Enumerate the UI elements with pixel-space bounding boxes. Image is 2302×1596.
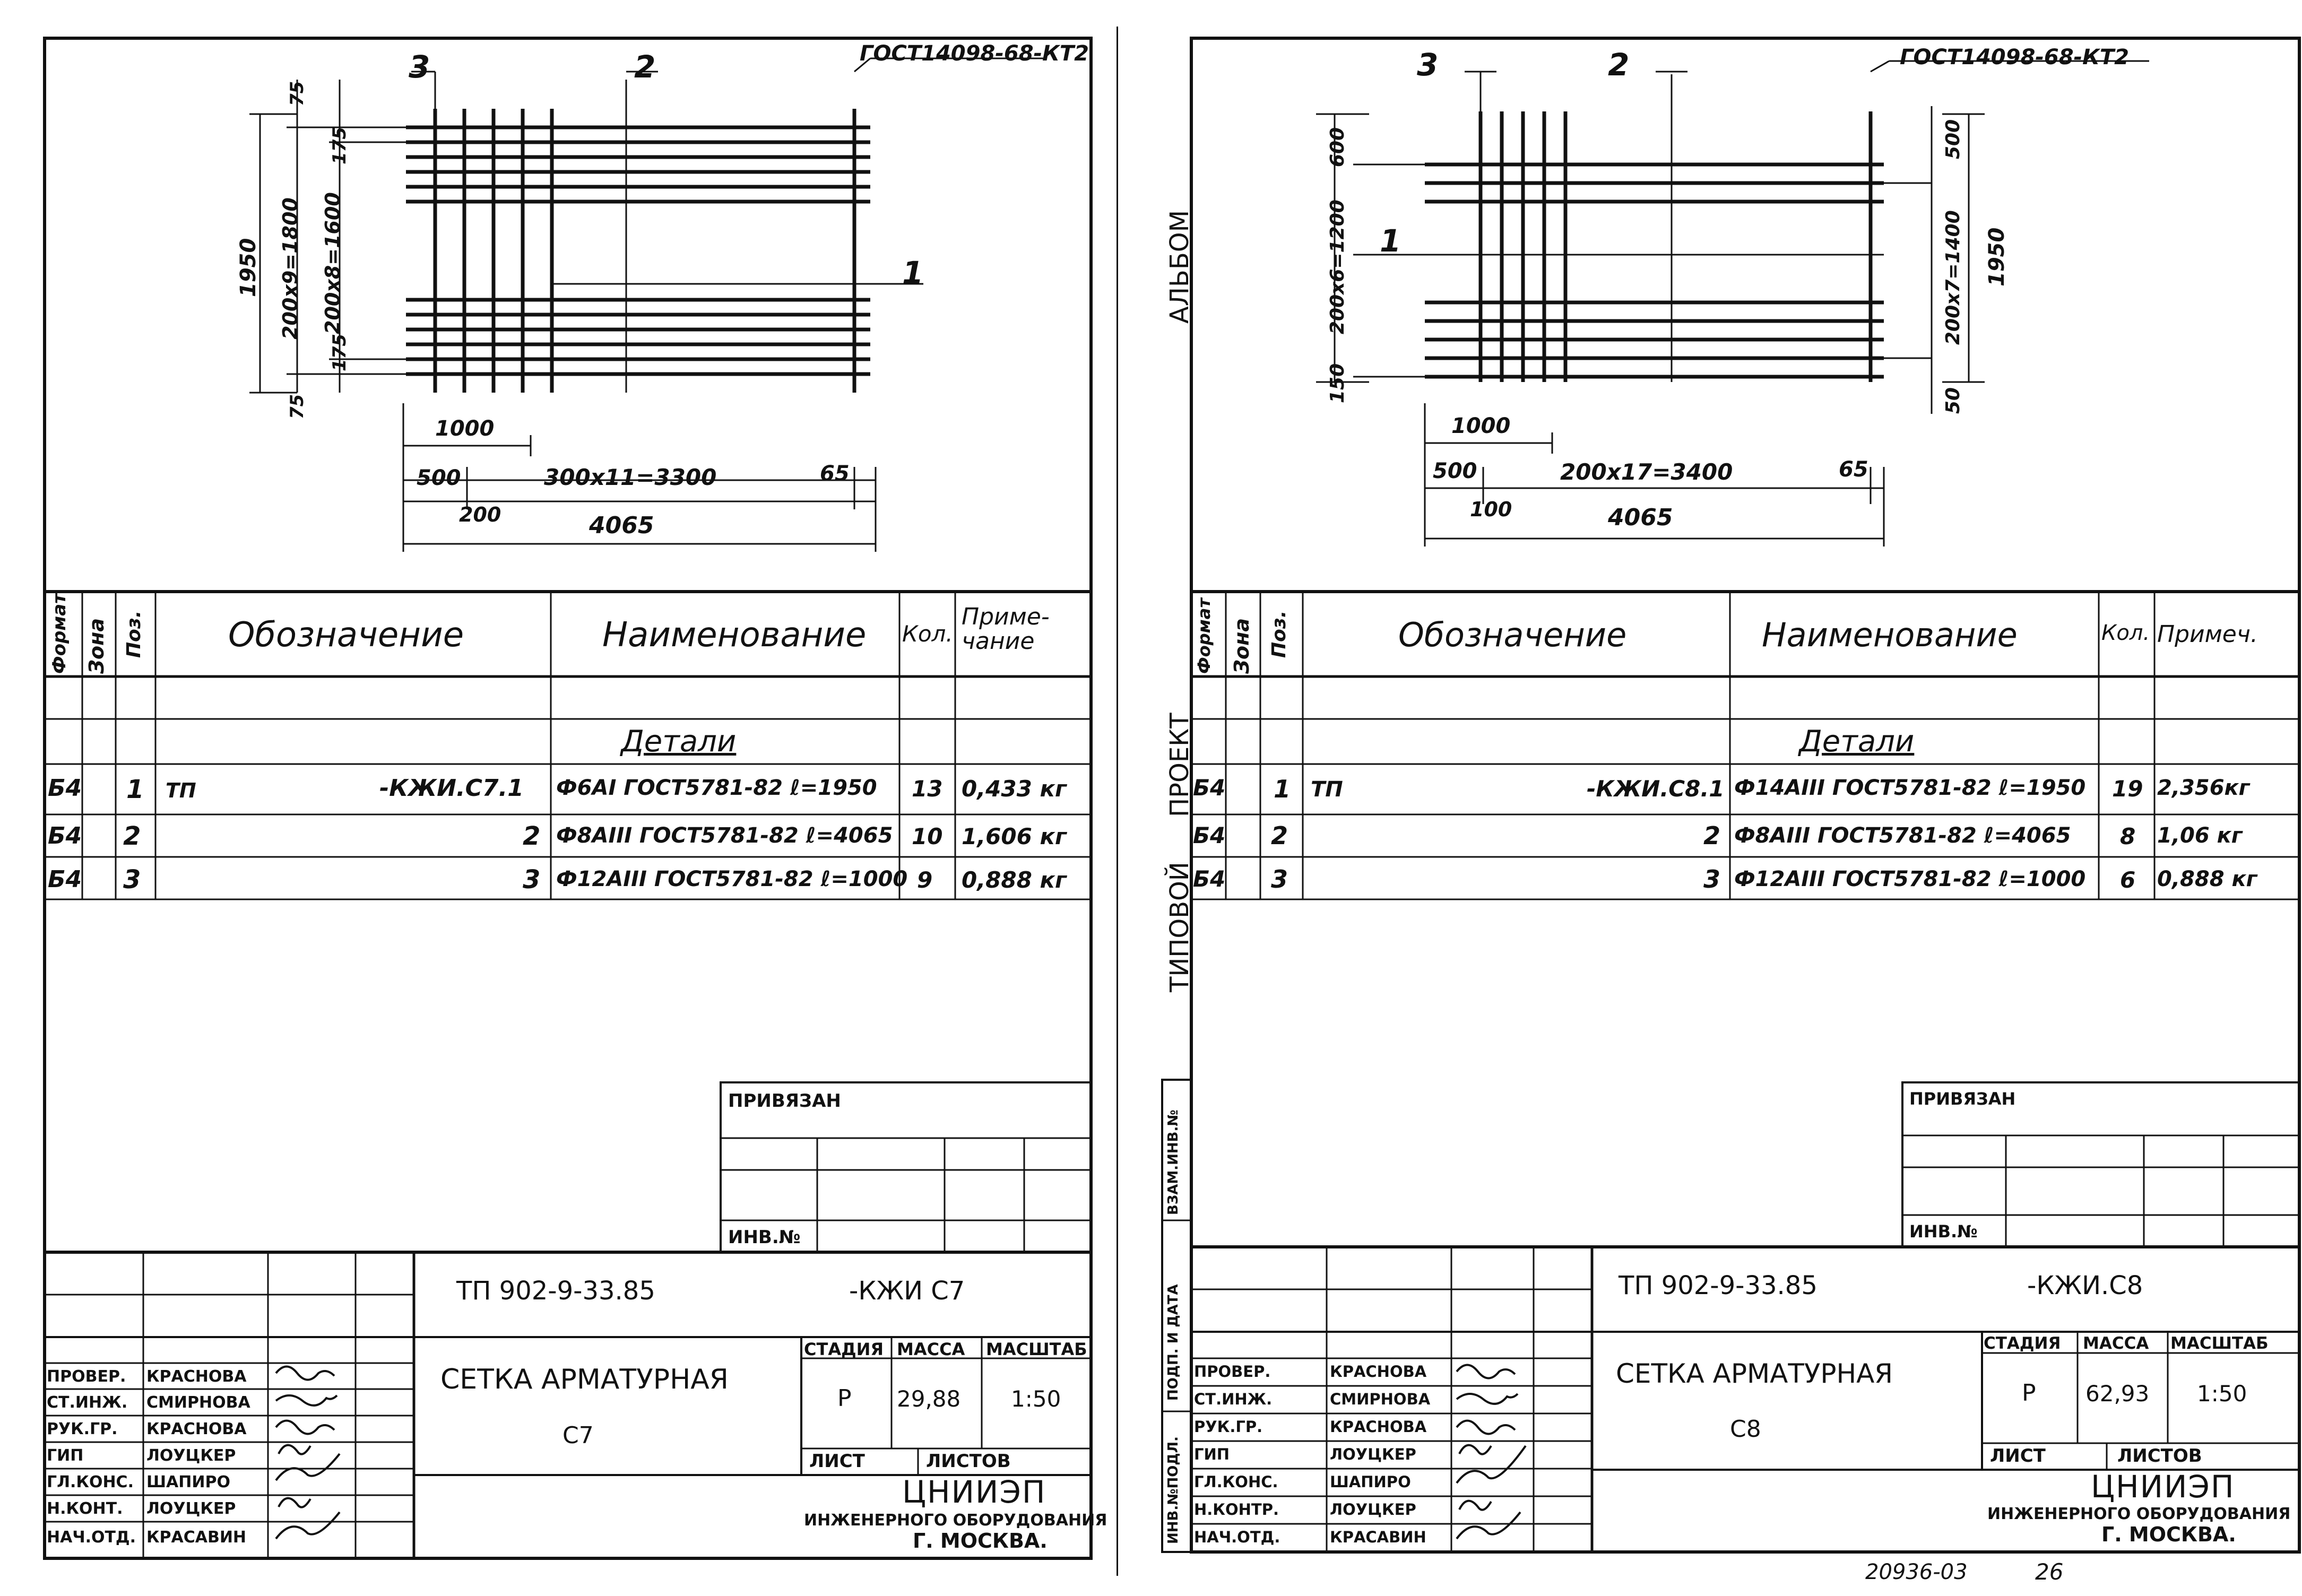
doc-mark: -КЖИ С7 [849, 1276, 965, 1306]
row-designation: 3 [523, 865, 541, 895]
signer-role: РУК.ГР. [1194, 1418, 1263, 1436]
doc-code: ТП 902-9-33.85 [456, 1276, 655, 1306]
signer-name: СМИРНОВА [146, 1393, 250, 1412]
mesh-c7 [406, 109, 870, 393]
row-format: Б4 [1193, 822, 1226, 848]
signer-role: Н.КОНТР. [1194, 1500, 1279, 1519]
dim-75-bottom: 75 [287, 394, 308, 419]
row-name: Ф6АI ГОСТ5781-82 ℓ=1950 [556, 776, 877, 800]
signer-name: ЛОУЦКЕР [146, 1446, 236, 1465]
inv-number-label: ИНВ.№ [1909, 1221, 1978, 1242]
row-pos: 3 [1271, 865, 1288, 894]
col-header-name: Наименование [602, 615, 867, 655]
doc-code: ТП 902-9-33.85 [1619, 1271, 1818, 1300]
signer-name: ЛОУЦКЕР [1330, 1445, 1416, 1463]
lists-label: ЛИСТОВ [2117, 1445, 2202, 1467]
row-designation: -КЖИ.С8.1 [1587, 776, 1725, 802]
col-header-format: Формат [1194, 598, 1214, 674]
signer-name: КРАСНОВА [1330, 1418, 1427, 1436]
gost-note: ГОСТ14098-68-КТ2 [860, 41, 1089, 66]
signer-role: СТ.ИНЖ. [47, 1393, 128, 1412]
row-designation: 2 [1703, 821, 1721, 850]
dim-1950: 1950 [1985, 227, 2009, 287]
row-pos: 2 [123, 821, 141, 851]
pos-label-2: 2 [1608, 47, 1630, 83]
dim-300x11: 300x11=3300 [544, 464, 717, 490]
signer-role: ПРОВЕР. [47, 1367, 126, 1386]
dim-500: 500 [1942, 119, 1964, 159]
row-designation: 2 [523, 821, 541, 851]
dim-200x6: 200x6=1200 [1327, 200, 1348, 334]
col-header-zone: Зона [1230, 618, 1253, 674]
signer-role: ГЛ.КОНС. [47, 1473, 134, 1491]
row-pos: 1 [1274, 775, 1291, 803]
row-qty: 19 [2112, 776, 2143, 802]
row-qty: 13 [912, 776, 943, 802]
dim-200: 200 [459, 503, 501, 526]
row-note: 1,606 кг [962, 823, 1067, 849]
footer-doc-number: 20936-03 [1865, 1560, 1968, 1584]
col-scale: МАСШТАБ [2170, 1334, 2269, 1353]
org-name: ЦНИИЭП [902, 1474, 1046, 1510]
row-note: 1,06 кг [2157, 823, 2243, 848]
row-qty: 6 [2120, 867, 2136, 893]
dim-75-top: 75 [287, 81, 308, 106]
row-note: 0,433 кг [962, 776, 1067, 802]
signer-name: ЛОУЦКЕР [1330, 1500, 1416, 1519]
signer-role: ГЛ.КОНС. [1194, 1473, 1278, 1491]
row-note: 2,356кг [2157, 776, 2250, 800]
stage-value: Р [2022, 1380, 2036, 1407]
gost-note: ГОСТ14098-68-КТ2 [1900, 45, 2129, 70]
col-header-zone: Зона [85, 618, 108, 674]
inv-number-label: ИНВ.№ [728, 1227, 801, 1248]
doc-title: СЕТКА АРМАТУРНАЯ [440, 1364, 729, 1395]
row-pos: 3 [123, 865, 141, 895]
signer-name: КРАСНОВА [146, 1420, 247, 1438]
row-format: Б4 [48, 775, 82, 802]
col-header-format: Формат [49, 593, 70, 674]
doc-subtitle: С7 [562, 1422, 594, 1449]
signer-role: Н.КОНТ. [47, 1499, 123, 1518]
signer-role: ГИП [47, 1446, 84, 1465]
row-note: 0,888 кг [962, 867, 1067, 893]
pos-label-1: 1 [1380, 223, 1401, 259]
list-label: ЛИСТ [1990, 1445, 2046, 1467]
signer-name: ЛОУЦКЕР [146, 1499, 236, 1518]
row-name: Ф8АIII ГОСТ5781-82 ℓ=4065 [556, 823, 893, 848]
dim-1000: 1000 [1451, 414, 1511, 438]
col-scale: МАСШТАБ [986, 1339, 1087, 1359]
row-format: Б4 [48, 822, 82, 849]
row-qty: 8 [2120, 823, 2136, 849]
privyazan-label: ПРИВЯЗАН [728, 1090, 841, 1112]
row-qty: 10 [912, 823, 943, 849]
dim-1000: 1000 [435, 417, 495, 441]
dim-200x17: 200x17=3400 [1560, 459, 1733, 485]
col-header-note: Приме-чание [962, 603, 1050, 655]
row-designation-prefix: ТП [166, 779, 196, 802]
dim-100: 100 [1470, 498, 1512, 521]
row-pos: 1 [126, 775, 144, 804]
col-header-qty: Кол. [902, 621, 953, 647]
signer-name: КРАСНОВА [1330, 1363, 1427, 1381]
signer-role: НАЧ.ОТД. [1194, 1528, 1280, 1546]
stamp-podp-data: ПОДП. И ДАТА [1165, 1284, 1181, 1401]
row-qty: 9 [917, 867, 933, 893]
dim-4065: 4065 [1608, 504, 1673, 531]
dim-200x8: 200x8=1600 [321, 192, 344, 334]
row-pos: 2 [1271, 821, 1288, 850]
stamp-vzam-inv: ВЗАМ.ИНВ.№ [1165, 1109, 1181, 1215]
dim-500: 500 [1433, 459, 1477, 483]
col-mass: МАССА [897, 1339, 965, 1359]
col-header-name: Наименование [1762, 615, 2018, 654]
org-sub: ИНЖЕНЕРНОГО ОБОРУДОВАНИЯ [804, 1511, 1107, 1530]
signer-name: КРАСНОВА [146, 1367, 247, 1386]
org-sub: ИНЖЕНЕРНОГО ОБОРУДОВАНИЯ [1987, 1505, 2291, 1523]
dim-500: 500 [417, 466, 461, 490]
row-format: Б4 [1193, 775, 1226, 801]
mass-value: 62,93 [2085, 1381, 2150, 1407]
pos-label-1: 1 [902, 255, 924, 291]
section-title: Детали [1799, 724, 1915, 759]
margin-typovoy: ТИПОВОЙ [1165, 862, 1195, 992]
mass-value: 29,88 [897, 1386, 961, 1412]
lists-label: ЛИСТОВ [926, 1451, 1011, 1472]
col-header-designation: Обозначение [228, 615, 464, 655]
dim-65: 65 [1839, 457, 1868, 482]
org-city: Г. МОСКВА. [913, 1529, 1048, 1552]
col-header-pos: Поз. [123, 610, 145, 658]
pos-label-2: 2 [634, 49, 656, 85]
row-note: 0,888 кг [2157, 867, 2257, 891]
col-header-designation: Обозначение [1398, 615, 1627, 654]
scale-value: 1:50 [2197, 1381, 2247, 1407]
stage-value: Р [837, 1385, 852, 1412]
row-name: Ф12АIII ГОСТ5781-82 ℓ=1000 [1734, 867, 2086, 891]
dim-1950: 1950 [236, 238, 261, 297]
signer-name: ШАПИРО [146, 1473, 230, 1491]
col-header-qty: Кол. [2101, 621, 2150, 645]
page-divider [1117, 27, 1118, 1576]
col-mass: МАССА [2083, 1334, 2149, 1353]
row-name: Ф14АIII ГОСТ5781-82 ℓ=1950 [1734, 776, 2086, 800]
list-label: ЛИСТ [809, 1451, 865, 1472]
row-format: Б4 [1193, 866, 1226, 892]
signatures-c8 [1457, 1365, 1526, 1539]
dim-65: 65 [820, 462, 850, 486]
section-title: Детали [621, 724, 737, 759]
dim-200x7: 200x7=1400 [1942, 210, 1964, 345]
row-format: Б4 [48, 866, 82, 893]
doc-mark: -КЖИ.С8 [2027, 1271, 2143, 1300]
signer-name: КРАСАВИН [146, 1528, 247, 1547]
row-name: Ф12АIII ГОСТ5781-82 ℓ=1000 [556, 867, 908, 891]
dim-200x9: 200x9=1800 [279, 197, 302, 340]
row-designation: -КЖИ.С7.1 [379, 775, 524, 802]
dim-175-top: 175 [329, 127, 350, 164]
mesh-c8 [1425, 111, 1884, 382]
footer-page: 26 [2035, 1559, 2064, 1585]
signer-role: СТ.ИНЖ. [1194, 1390, 1273, 1408]
signer-name: КРАСАВИН [1330, 1528, 1426, 1546]
signatures-c7 [276, 1367, 340, 1539]
signer-role: ГИП [1194, 1445, 1230, 1463]
dim-600: 600 [1327, 127, 1348, 167]
org-name: ЦНИИЭП [2091, 1469, 2235, 1505]
signer-role: ПРОВЕР. [1194, 1363, 1271, 1381]
dim-175-bottom: 175 [329, 334, 350, 371]
scale-value: 1:50 [1011, 1386, 1061, 1412]
row-name: Ф8АIII ГОСТ5781-82 ℓ=4065 [1734, 823, 2071, 848]
signer-role: РУК.ГР. [47, 1420, 118, 1438]
signer-name: ШАПИРО [1330, 1473, 1411, 1491]
doc-title: СЕТКА АРМАТУРНАЯ [1616, 1358, 1893, 1389]
doc-subtitle: С8 [1730, 1416, 1761, 1443]
sheet-c7 [0, 0, 1125, 1596]
col-header-pos: Поз. [1268, 610, 1290, 658]
stamp-inv-podl: ИНВ.№ПОДЛ. [1165, 1436, 1181, 1544]
col-header-note: Примеч. [2157, 621, 2258, 648]
pos-label-3: 3 [1417, 47, 1439, 83]
dim-150: 150 [1327, 363, 1348, 403]
signer-role: НАЧ.ОТД. [47, 1528, 136, 1547]
privyazan-label: ПРИВЯЗАН [1909, 1089, 2016, 1109]
pos-label-3: 3 [409, 49, 430, 85]
row-designation-prefix: ТП [1311, 777, 1343, 802]
signer-name: СМИРНОВА [1330, 1390, 1431, 1408]
col-stage: СТАДИЯ [1984, 1334, 2061, 1353]
margin-album: АЛЬБОМ [1165, 210, 1195, 324]
row-designation: 3 [1703, 865, 1721, 894]
sheet-c8 [1157, 0, 2302, 1596]
col-stage: СТАДИЯ [804, 1339, 884, 1359]
dim-50: 50 [1942, 387, 1964, 414]
dim-4065: 4065 [589, 512, 654, 539]
org-city: Г. МОСКВА. [2101, 1523, 2236, 1546]
margin-proekt: ПРОЕКТ [1165, 713, 1195, 817]
